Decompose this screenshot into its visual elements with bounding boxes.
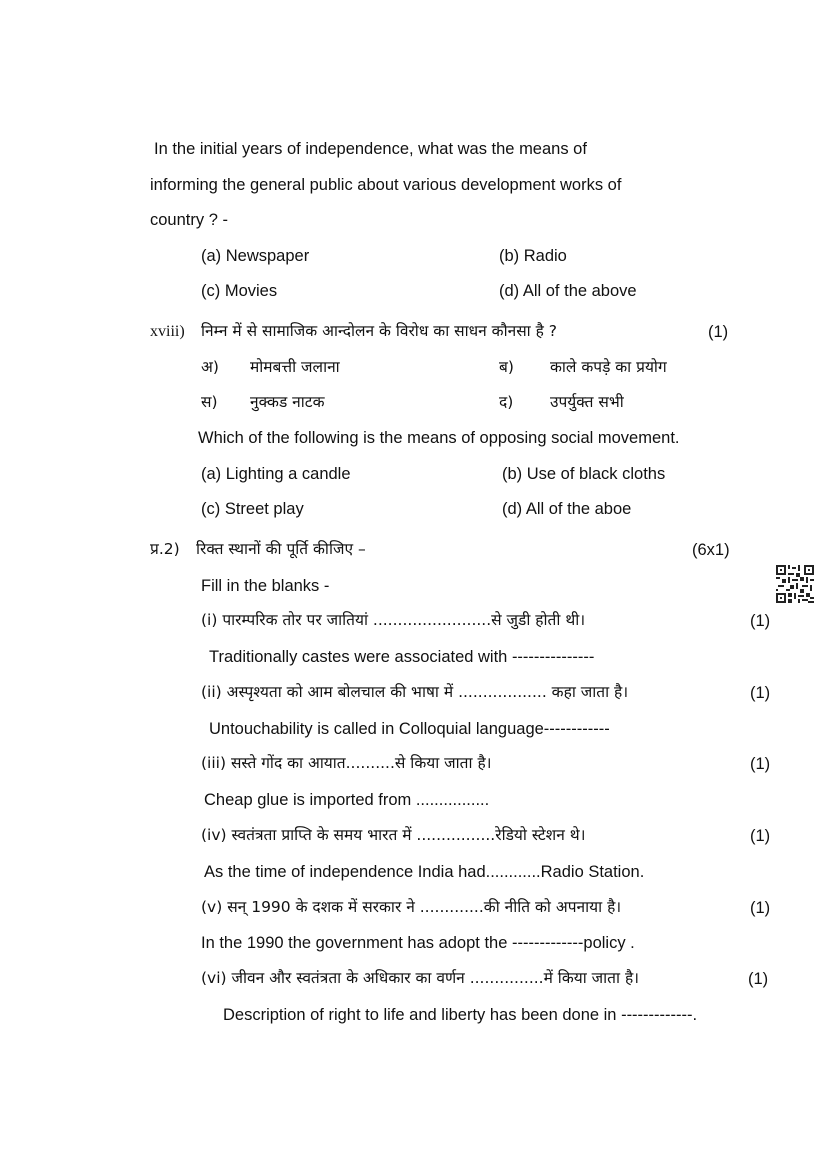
blank-item-6-english: Description of right to life and liberty has been done in -------------. xyxy=(223,1006,698,1024)
blank-item-5-marks: (1) xyxy=(750,899,771,917)
q18-marks: (1) xyxy=(708,323,729,341)
q1-option-d: (d) All of the above xyxy=(499,282,637,300)
q18-hindi-d-label: द) xyxy=(499,393,514,411)
blank-item-3-hindi: (iii) सस्ते गोंद का आयात..........से किया जाता है। xyxy=(201,754,492,772)
blank-item-5-english: In the 1990 the government has adopt the -------------policy . xyxy=(201,934,635,952)
blank-item-4-hindi: (iv) स्वतंत्रता प्राप्ति के समय भारत में ................रेडियो स्टेशन थे। xyxy=(201,826,586,844)
blank-item-6-marks: (1) xyxy=(748,970,769,988)
blank-item-1-marks: (1) xyxy=(750,612,771,630)
q1-line-1: In the initial years of independence, what was the means of xyxy=(154,140,587,158)
q18-hindi-a: मोमबत्ती जलाना xyxy=(250,358,340,376)
q1-option-c: (c) Movies xyxy=(201,282,278,300)
q18-hindi-c-label: स) xyxy=(201,393,218,411)
blank-item-1-english: Traditionally castes were associated with --------------- xyxy=(209,648,595,666)
q18-option-c: (c) Street play xyxy=(201,500,304,518)
q18-option-a: (a) Lighting a candle xyxy=(201,465,351,483)
q18-hindi-a-label: अ) xyxy=(201,358,219,376)
q2-title-english: Fill in the blanks - xyxy=(201,577,330,595)
blank-item-4-marks: (1) xyxy=(750,827,771,845)
q18-hindi-c: नुक्कड नाटक xyxy=(250,393,325,411)
blank-item-2-hindi: (ii) अस्पृश्यता को आम बोलचाल की भाषा में .................. कहा जाता है। xyxy=(201,683,629,701)
blank-item-6-hindi: (vi) जीवन और स्वतंत्रता के अधिकार का वर्णन ...............में किया जाता है। xyxy=(201,969,640,987)
q18-option-b: (b) Use of black cloths xyxy=(502,465,666,483)
blank-item-3-english: Cheap glue is imported from ................ xyxy=(204,791,490,809)
q2-number: प्र.2) xyxy=(150,540,180,558)
q18-hindi-b-label: ब) xyxy=(499,358,514,376)
blank-item-1-hindi: (i) पारम्परिक तोर पर जातियां ........................से जुडी होती थी। xyxy=(201,611,586,629)
q2-title-hindi: रिक्त स्थानों की पूर्ति कीजिए – xyxy=(196,540,366,558)
blank-item-2-english: Untouchability is called in Colloquial language------------ xyxy=(209,720,610,738)
blank-item-3-marks: (1) xyxy=(750,755,771,773)
blank-item-2-marks: (1) xyxy=(750,684,771,702)
q18-hindi-d: उपर्युक्त सभी xyxy=(550,393,624,411)
qr-code-icon xyxy=(776,565,814,603)
q18-number: xviii) xyxy=(150,323,185,340)
q18-question-hindi: निम्न में से सामाजिक आन्दोलन के विरोध का साधन कौनसा है ? xyxy=(201,322,558,340)
blank-item-4-english: As the time of independence India had............Radio Station. xyxy=(204,863,645,881)
q1-option-b: (b) Radio xyxy=(499,247,567,265)
q2-marks: (6x1) xyxy=(692,541,730,559)
q1-line-3: country ? - xyxy=(150,211,228,229)
q1-line-2: informing the general public about various development works of xyxy=(150,176,622,194)
q18-question-english: Which of the following is the means of opposing social movement. xyxy=(198,429,680,447)
blank-item-5-hindi: (v) सन् 1990 के दशक में सरकार ने .............की नीति को अपनाया है। xyxy=(201,898,622,916)
q18-option-d: (d) All of the aboe xyxy=(502,500,632,518)
q18-hindi-b: काले कपड़े का प्रयोग xyxy=(550,358,667,376)
q1-option-a: (a) Newspaper xyxy=(201,247,310,265)
